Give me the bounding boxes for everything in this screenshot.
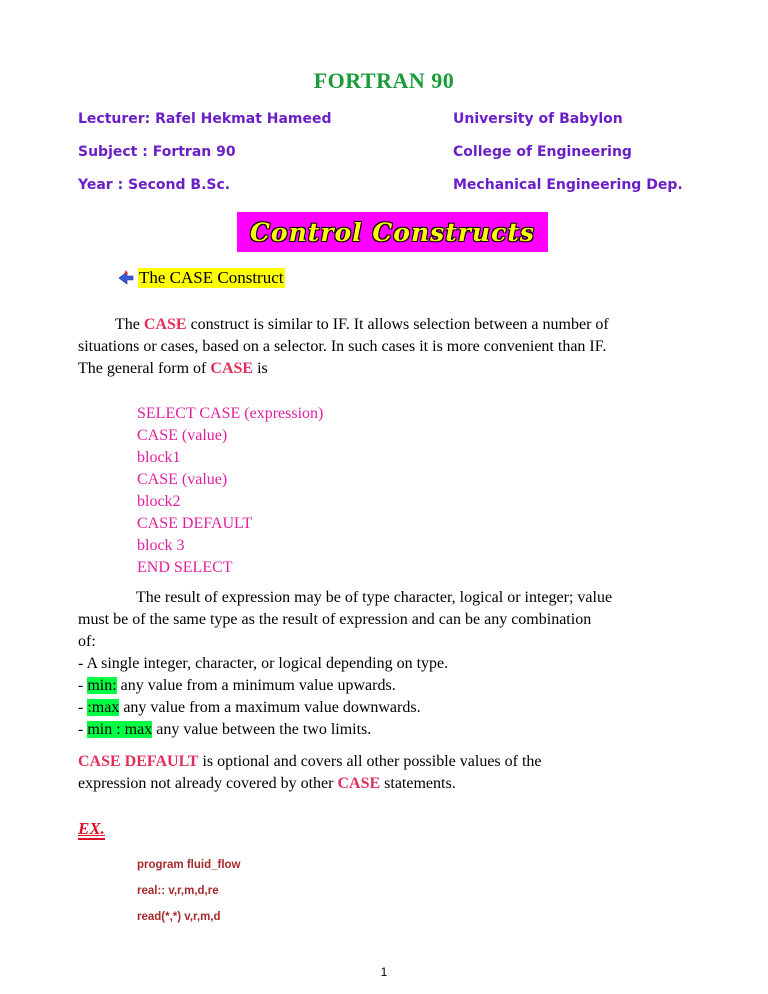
document-title: FORTRAN 90	[313, 68, 455, 93]
chapter-title: Control Constructs	[250, 217, 535, 247]
default-paragraph	[78, 751, 698, 795]
highlight-max: :max	[87, 699, 120, 716]
case-keyword: CASE	[337, 775, 381, 792]
result-paragraph	[78, 587, 698, 741]
case-keyword: CASE	[210, 360, 254, 377]
highlight-min: min:	[87, 677, 117, 694]
lecturer-label: Lecturer: Rafel Hekmat Hameed	[78, 111, 332, 127]
source-line: real:: v,r,m,d,re	[137, 885, 219, 897]
list-item: - A single integer, character, or logical depending on type.	[78, 655, 449, 672]
section-title: The CASE Construct	[139, 268, 284, 287]
bullet-arrow-icon	[116, 268, 136, 288]
list-item: - min : max any value between the two limits.	[78, 721, 372, 738]
list-item: - min: any value from a minimum value upwards.	[78, 677, 396, 694]
page-number: 1	[380, 965, 388, 979]
code-line: CASE (value)	[137, 471, 228, 488]
default-text: statements.	[380, 775, 456, 792]
code-line: block2	[137, 493, 181, 510]
intro-text: construct is similar to IF. It allows selection between a number of	[186, 316, 609, 333]
code-line: block 3	[137, 537, 185, 554]
default-text: expression not already covered by other	[78, 775, 338, 792]
intro-text: The general form of	[78, 360, 211, 377]
section-heading	[116, 268, 285, 288]
code-line: CASE DEFAULT	[137, 515, 253, 532]
intro-text: is	[253, 360, 268, 377]
intro-paragraph	[78, 314, 698, 380]
source-line: program fluid_flow	[137, 859, 241, 871]
default-text: is optional and covers all other possible values of the	[198, 753, 542, 770]
result-text: of:	[78, 633, 96, 650]
intro-text: situations or cases, based on a selector. In such cases it is more convenient than IF.	[78, 338, 607, 355]
case-default-keyword: CASE DEFAULT	[78, 753, 199, 770]
general-form-block	[137, 403, 323, 579]
chapter-banner	[237, 212, 548, 252]
year-label: Year : Second B.Sc.	[78, 177, 231, 193]
list-item: - :max any value from a maximum value downwards.	[78, 699, 421, 716]
example-label: EX.	[78, 819, 105, 838]
university-label: University of Babylon	[453, 111, 623, 127]
code-line: SELECT CASE (expression)	[137, 405, 324, 422]
intro-text: The	[115, 316, 144, 333]
result-text: The result of expression may be of type character, logical or integer; value	[136, 589, 613, 606]
code-line: block1	[137, 449, 181, 466]
code-line: END SELECT	[137, 559, 233, 576]
highlight-min-max: min : max	[87, 721, 153, 738]
result-text: must be of the same type as the result of expression and can be any combination	[78, 611, 592, 628]
college-label: College of Engineering	[453, 144, 632, 160]
case-keyword: CASE	[143, 316, 187, 333]
source-line: read(*,*) v,r,m,d	[137, 911, 221, 923]
department-label: Mechanical Engineering Dep.	[453, 177, 683, 193]
subject-label: Subject : Fortran 90	[78, 144, 236, 160]
code-line: CASE (value)	[137, 427, 228, 444]
